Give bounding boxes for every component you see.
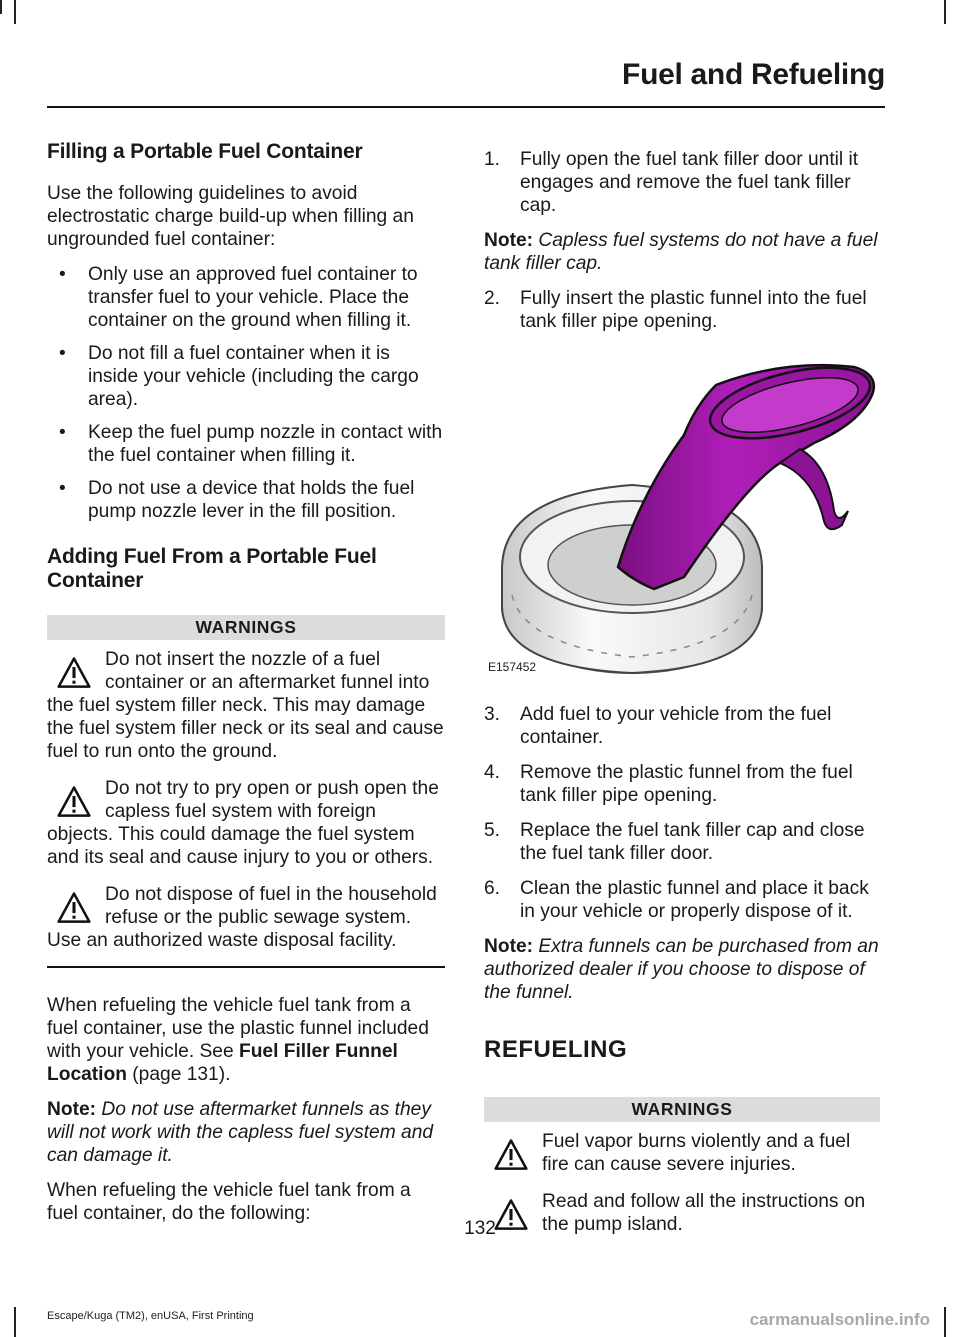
figure-id: E157452: [488, 660, 537, 674]
note-label: Note:: [484, 936, 534, 957]
watermark: carmanualsonline.info: [749, 1310, 930, 1329]
step-text: Fully open the fuel tank filler door until it engages and remove the fuel tank filler cap.: [520, 149, 859, 216]
warning-item: [484, 1130, 880, 1176]
step-text: Replace the fuel tank filler cap and close the fuel tank filler door.: [520, 820, 865, 864]
warning-triangle-icon: [57, 785, 91, 819]
warning-item: [47, 777, 445, 869]
section-heading-refueling: REFUELING: [484, 1036, 628, 1063]
warning-triangle-icon: [57, 656, 91, 690]
step-number: 4.: [484, 762, 501, 783]
step-number: 2.: [484, 288, 501, 309]
crop-mark: [944, 1307, 946, 1337]
list-item: • Do not fill a fuel container when it is inside your vehicle (including the cargo area).: [47, 342, 445, 411]
note-paragraph: [484, 935, 880, 1004]
list-item: [484, 703, 880, 749]
funnel-in-filler-pipe-image: [484, 345, 880, 685]
note-text: Do not use aftermarket funnels as they will not work with the capless fuel system and can damage it.: [47, 1099, 434, 1166]
step-text: Clean the plastic funnel and place it back in your vehicle or properly dispose of it.: [520, 878, 869, 922]
crop-mark: [944, 0, 946, 24]
intro-paragraph: Use the following guidelines to avoid electrostatic charge build-up when filling an ungrounded fuel container:: [47, 183, 414, 250]
note-text: Capless fuel systems do not have a fuel tank filler cap.: [484, 230, 878, 274]
step-number: 6.: [484, 878, 501, 899]
warnings-bar: WARNINGS: [47, 615, 445, 640]
cross-reference-link[interactable]: Fuel Filler Funnel Location: [47, 1041, 398, 1085]
cross-reference-page: (page 131).: [132, 1064, 231, 1085]
section-heading-filling: Filling a Portable Fuel Container: [47, 140, 363, 163]
warning-item: [47, 883, 445, 952]
list-item: • Do not use a device that holds the fuel pump nozzle lever in the fill position.: [47, 477, 445, 523]
procedure-intro: When refueling the vehicle fuel tank from a fuel container, do the following:: [47, 1180, 411, 1224]
steps-list: [484, 703, 880, 923]
step-number: 3.: [484, 704, 501, 725]
warnings-divider: [47, 966, 445, 968]
funnel-paragraph: [47, 994, 445, 1086]
warnings-bar: WARNINGS: [484, 1097, 880, 1122]
list-item: [484, 287, 880, 333]
right-column: [484, 148, 880, 1250]
edition-footer: Escape/Kuga (TM2), enUSA, First Printing: [47, 1310, 254, 1322]
list-item: • Keep the fuel pump nozzle in contact with the fuel container when filling it.: [47, 421, 445, 467]
crop-mark: [0, 0, 2, 14]
crop-mark: [14, 1307, 16, 1337]
header-rule: [47, 106, 885, 108]
note-paragraph: [47, 1098, 445, 1167]
page-title: Fuel and Refueling: [622, 58, 885, 91]
funnel-illustration: [484, 345, 880, 685]
step-text: Fully insert the plastic funnel into the fuel tank filler pipe opening.: [520, 288, 867, 332]
warning-item: [47, 648, 445, 763]
warning-text: Do not try to pry open or push open the capless fuel system with foreign objects. This could damage the fuel system and its seal and cause injury to you or others.: [47, 778, 439, 868]
steps-list: [484, 148, 880, 217]
list-item: [484, 148, 880, 217]
steps-list: [484, 287, 880, 333]
warning-text: Do not insert the nozzle of a fuel container or an aftermarket funnel into the fuel system filler neck. This may damage the fuel system filler neck or its seal and cause fuel to run onto the ground.: [47, 649, 444, 762]
note-paragraph: [484, 229, 880, 275]
warning-text: Read and follow all the instructions on the pump island.: [542, 1191, 866, 1235]
warning-text: Do not dispose of fuel in the household refuse or the public sewage system. Use an authorized waste disposal facility.: [47, 884, 437, 951]
note-text: Extra funnels can be purchased from an authorized dealer if you choose to dispose of the funnel.: [484, 936, 879, 1003]
warning-text: Fuel vapor burns violently and a fuel fire can cause severe injuries.: [542, 1131, 851, 1175]
note-label: Note:: [47, 1099, 97, 1120]
page-number: 132: [464, 1218, 496, 1239]
warning-triangle-icon: [494, 1138, 528, 1172]
funnel-paragraph-text: When refueling the vehicle fuel tank from a fuel container, use the plastic funnel included with your vehicle. See: [47, 995, 429, 1062]
step-text: Remove the plastic funnel from the fuel tank filler pipe opening.: [520, 762, 853, 806]
list-item: [484, 877, 880, 923]
step-number: 1.: [484, 149, 501, 170]
list-item: [484, 761, 880, 807]
warning-triangle-icon: [57, 891, 91, 925]
left-column: [47, 140, 445, 1237]
guidelines-list: [47, 263, 445, 523]
list-item: • Only use an approved fuel container to transfer fuel to your vehicle. Place the container on the ground when filling it.: [47, 263, 445, 332]
step-text: Add fuel to your vehicle from the fuel container.: [520, 704, 832, 748]
list-item: [484, 819, 880, 865]
step-number: 5.: [484, 820, 501, 841]
section-heading-adding-fuel: Adding Fuel From a Portable Fuel Container: [47, 545, 377, 592]
crop-mark: [14, 0, 16, 24]
note-label: Note:: [484, 230, 534, 251]
